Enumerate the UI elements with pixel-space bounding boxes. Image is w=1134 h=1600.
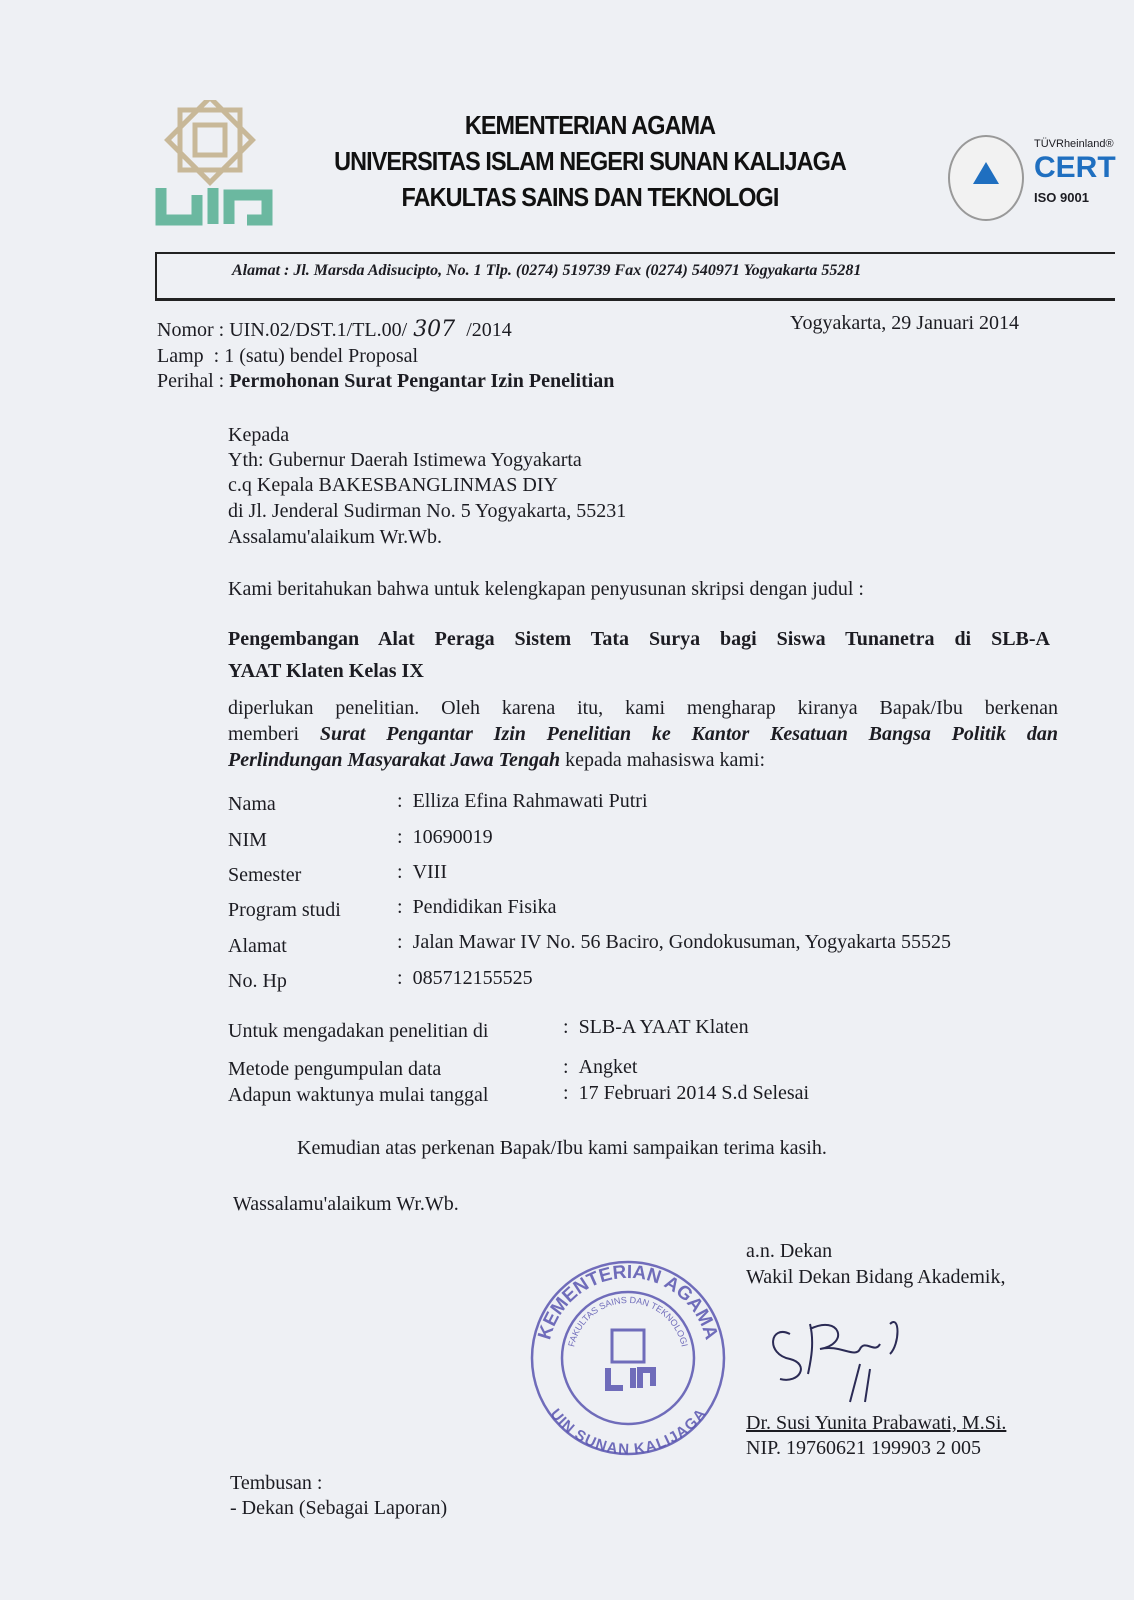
lamp-row: Lamp : 1 (satu) bendel Proposal — [157, 345, 419, 367]
student-value: : Elliza Efina Rahmawati Putri — [397, 790, 648, 812]
recipient-line: c.q Kepala BAKESBANGLINMAS DIY — [228, 474, 558, 496]
research-label: Metode pengumpulan data — [228, 1058, 442, 1080]
paragraph-line: diperlukan penelitian. Oleh karena itu, kami mengharap kiranya Bapak/Ibu berkenan — [228, 697, 1058, 719]
thesis-title-2: YAAT Klaten Kelas IX — [228, 660, 424, 682]
student-value: : 10690019 — [397, 826, 493, 848]
research-value: : SLB-A YAAT Klaten — [563, 1016, 749, 1038]
letter-date: Yogyakarta, 29 Januari 2014 — [790, 312, 1020, 334]
research-value: : 17 Februari 2014 S.d Selesai — [563, 1082, 810, 1104]
nomor-row: Nomor : UIN.02/DST.1/TL.00/ 307 /2014 — [157, 317, 512, 342]
student-label: Nama — [228, 793, 276, 815]
student-value: : 085712155525 — [397, 967, 533, 989]
recipient-line: Yth: Gubernur Daerah Istimewa Yogyakarta — [228, 449, 582, 471]
on-behalf: a.n. Dekan — [746, 1240, 833, 1262]
salam: Wassalamu'alaikum Wr.Wb. — [233, 1193, 459, 1215]
student-label: Program studi — [228, 899, 341, 921]
paragraph-line: Perlindungan Masyarakat Jawa Tengah kepada mahasiswa kami: — [228, 749, 766, 771]
cc-label: Tembusan : — [230, 1472, 323, 1494]
cert-label: CERT — [1034, 151, 1116, 184]
university-name: UNIVERSITAS ISLAM NEGERI SUNAN KALIJAGA — [334, 146, 846, 176]
research-value: : Angket — [563, 1056, 638, 1078]
ministry-name: KEMENTERIAN AGAMA — [464, 110, 716, 140]
recipient-line: Assalamu'alaikum Wr.Wb. — [228, 526, 443, 548]
svg-text:UIN SUNAN KALIJAGA — [546, 1406, 709, 1458]
thesis-title: Pengembangan Alat Peraga Sistem Tata Surya bagi Siswa Tunanetra di SLB-A — [228, 628, 1050, 650]
student-value: : Pendidikan Fisika — [397, 896, 557, 918]
cc-item: - Dekan (Sebagai Laporan) — [230, 1497, 448, 1519]
faculty-name: FAKULTAS SAINS DAN TEKNOLOGI — [401, 182, 779, 212]
paragraph-line: memberi Surat Pengantar Izin Penelitian ke Kantor Kesatuan Bangsa Politik dan — [228, 723, 1058, 745]
signer-name: Dr. Susi Yunita Prabawati, M.Si. — [746, 1412, 1007, 1434]
research-label: Adapun waktunya mulai tanggal — [228, 1084, 489, 1106]
recipient-line: Kepada — [228, 424, 290, 446]
tuv-brand: TÜVRheinland® — [1034, 138, 1114, 150]
svg-text:FAKULTAS SAINS DAN TEKNOLOGI — [566, 1295, 690, 1348]
handwritten-signature — [760, 1304, 910, 1404]
recipient-line: di Jl. Jenderal Sudirman No. 5 Yogyakarta, 55231 — [228, 500, 627, 522]
student-label: No. Hp — [228, 970, 287, 992]
address: Alamat : Jl. Marsda Adisucipto, No. 1 Tlp. (0274) 519739 Fax (0274) 540971 Yogyakarta 55281 — [232, 262, 862, 279]
tuv-seal-icon — [948, 135, 1024, 221]
iso-label: ISO 9001 — [1034, 190, 1089, 205]
perihal-row: Perihal : Permohonan Surat Pengantar Izin Penelitian — [157, 370, 615, 392]
intro: Kami beritahukan bahwa untuk kelengkapan penyusunan skripsi dengan judul : — [228, 578, 864, 600]
uin-logo — [155, 100, 275, 235]
signer-nip: NIP. 19760621 199903 2 005 — [746, 1437, 982, 1459]
student-value: : Jalan Mawar IV No. 56 Baciro, Gondokusuman, Yogyakarta 55525 — [397, 931, 951, 953]
student-label: Alamat — [228, 935, 287, 957]
stamp-inner-text: FAKULTAS SAINS DAN TEKNOLOGI — [566, 1294, 690, 1348]
student-value: : VIII — [397, 861, 447, 883]
stamp-outer-text: KEMENTERIAN AGAMA — [534, 1261, 722, 1343]
nomor-handwritten: 307 — [413, 317, 456, 342]
stamp-bottom-text: UIN SUNAN KALIJAGA — [546, 1406, 710, 1458]
research-label: Untuk mengadakan penelitian di — [228, 1020, 489, 1042]
student-label: Semester — [228, 864, 302, 886]
student-label: NIM — [228, 829, 267, 851]
signer-position: Wakil Dekan Bidang Akademik, — [746, 1266, 1006, 1288]
thanks: Kemudian atas perkenan Bapak/Ibu kami sampaikan terima kasih. — [297, 1137, 827, 1159]
official-stamp — [528, 1258, 728, 1458]
